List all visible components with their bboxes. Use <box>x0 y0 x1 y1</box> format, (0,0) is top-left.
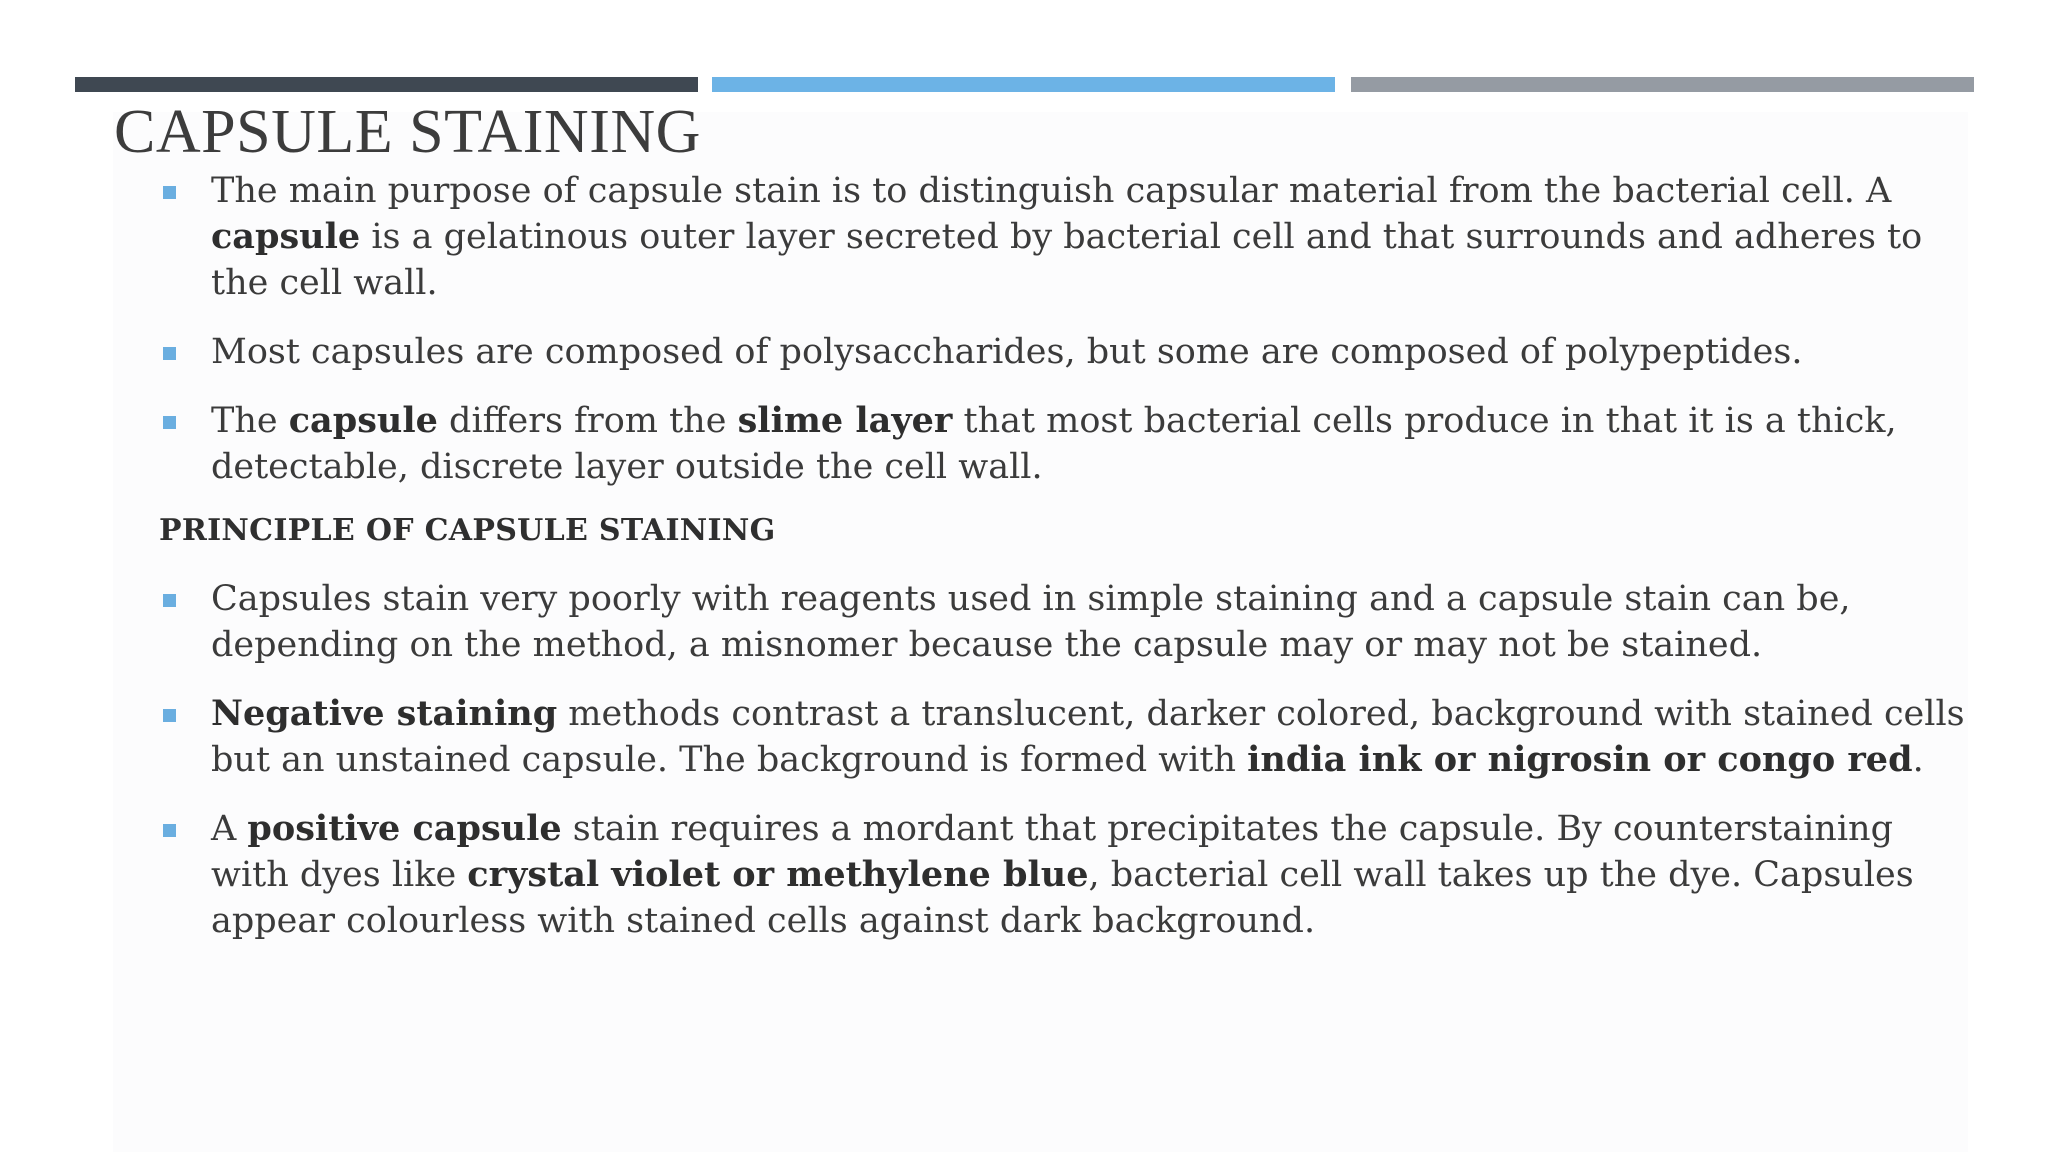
slide-title: CAPSULE STAINING <box>114 98 701 166</box>
bullet-item <box>160 329 1970 375</box>
bullet-text: The capsule differs from the slime layer that most bacterial cells produce in that it is a thick, detectable, discrete layer outside the cell wall. <box>211 400 1897 487</box>
square-bullet-icon <box>163 709 176 722</box>
square-bullet-icon <box>163 347 176 360</box>
square-bullet-icon <box>163 594 176 607</box>
bullet-item <box>160 576 1970 668</box>
square-bullet-icon <box>163 416 176 429</box>
bullet-text: Negative staining methods contrast a translucent, darker colored, background with stained cells but an unstained capsule. The background is formed with india ink or nigrosin or congo red. <box>211 693 1965 780</box>
bullet-text: The main purpose of capsule stain is to distinguish capsular material from the bacterial cell. A capsule is a gelatinous outer layer secreted by bacterial cell and that surrounds and adheres to the cell wall. <box>211 171 1923 303</box>
bullet-text: Most capsules are composed of polysaccharides, but some are composed of polypeptides. <box>211 332 1803 372</box>
square-bullet-icon <box>163 186 176 199</box>
section-subheading: PRINCIPLE OF CAPSULE STAINING <box>159 513 776 548</box>
bullet-list-principle <box>160 576 1970 967</box>
bullet-item <box>160 398 1970 490</box>
accent-bar-dark <box>75 77 698 92</box>
bullet-item <box>160 691 1970 783</box>
bullet-item <box>160 168 1970 306</box>
bullet-item <box>160 806 1970 944</box>
accent-bar-blue <box>712 77 1335 92</box>
bullet-text: Capsules stain very poorly with reagents used in simple staining and a capsule stain can be, depending on the method, a misnomer because the capsule may or may not be stained. <box>211 579 1851 665</box>
accent-bar-gray <box>1351 77 1974 92</box>
bullet-text: A positive capsule stain requires a mordant that precipitates the capsule. By counterstaining with dyes like crystal violet or methylene blue, bacterial cell wall takes up the dye. Capsules appear colourless with stained cells against dark background. <box>211 808 1914 941</box>
square-bullet-icon <box>163 824 176 837</box>
bullet-list-intro <box>160 168 1970 513</box>
